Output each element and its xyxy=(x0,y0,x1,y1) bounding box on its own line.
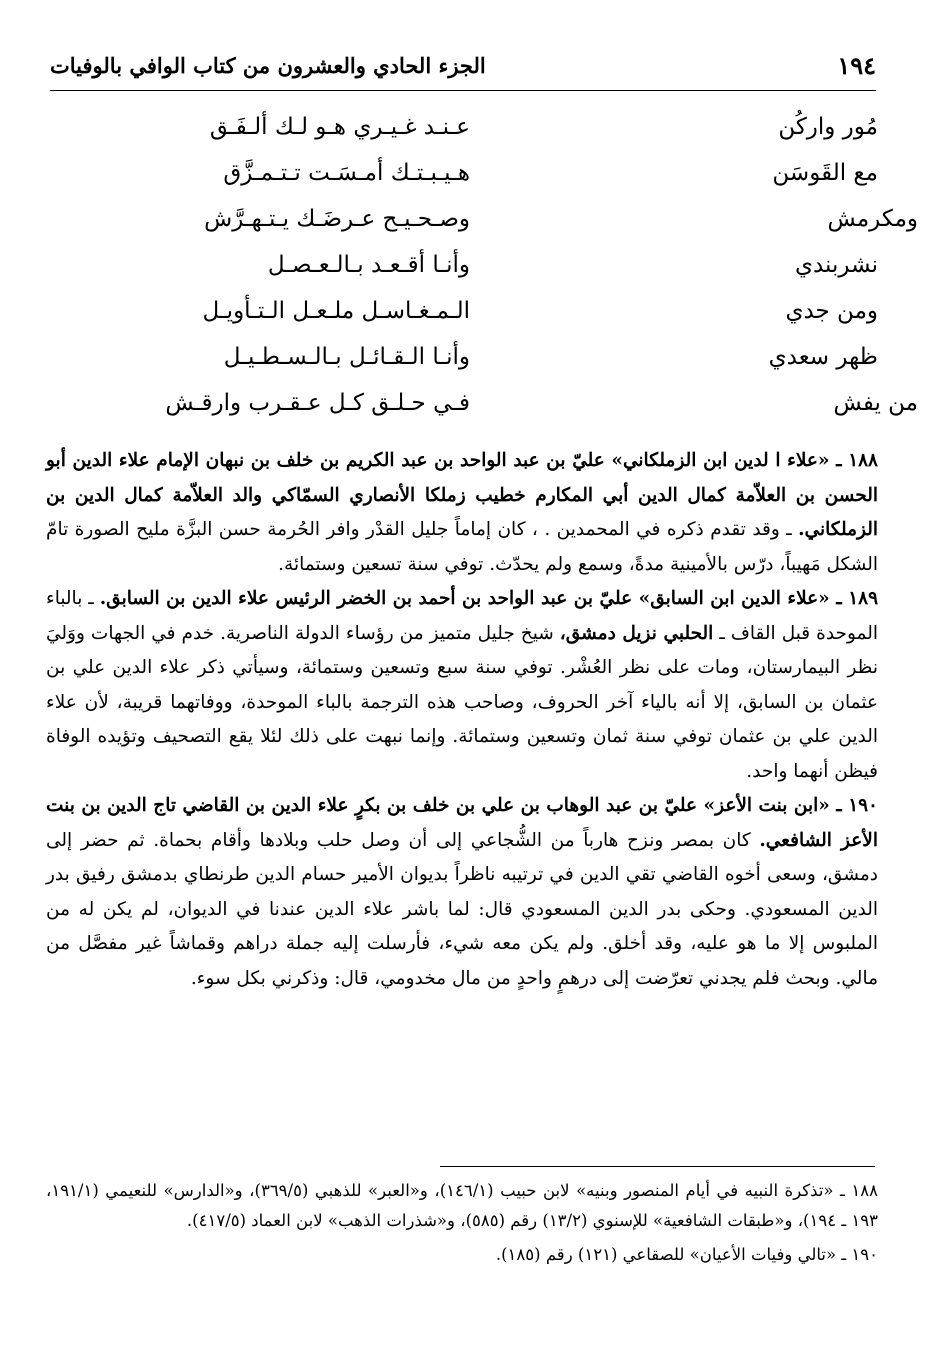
footnote-190: ١٩٠ ـ «تالي وفيات الأعيان» للصقاعي (١٢١) رقم (١٨٥). xyxy=(495,1245,878,1264)
poem-first-hemistich: نشربندي xyxy=(794,252,878,278)
entry-190-heading: ١٩٠ ـ «ابن بنت الأعز» عليّ بن عبد الوهاب بن علي بن خلف بن بكرٍ علاء الدين بن القاضي تاج الدين بن بنت الأعز الشافعي. xyxy=(46,795,878,851)
entry-189-body-cont: شيخ جليل متميز من رؤساء الدولة الناصرية. خدم في الجهات ووَليَ نظر البيمارستان، ومات على نظر العُشْر. توفي سنة سبع وتسعين وستمائة، وسيأتي ذكر علاء الدين علي بن عثمان بن السابق، إلا أنه بالياء آخر الحروف، وصاحب هذه الترجمة بالباء الموحدة، ووفاتهما قريبة، لأن علاء الدين علي بن عثمان توفي سنة ثمان وتسعين وستمائة. وإنما نبهت على ذلك لئلا يقع التصحيف وتؤيده الوفاة فيظن أنهما واحد. xyxy=(46,622,878,782)
entry-188-body: ـ وقد تقدم ذكره في المحمدين . ، كان إماماً جليل القدْر وافر الحُرمة حسن البزَّة مليح الصورة تامّ الشكل مَهيباً، درّس بالأمينية مدةً، وسمع ولم يحدّث. توفي سنة تسعين وستمائة. xyxy=(46,519,878,575)
entry-189 xyxy=(46,582,878,789)
poem-second-hemistich: وأنـا الـقـائـل بـالـسـطـيـل xyxy=(223,344,470,370)
poem-first-hemistich: ظهر سعدي xyxy=(768,344,878,370)
entry-189-heading: ١٨٩ ـ «علاء الدين ابن السابق» عليّ بن عبد الواحد بن أحمد بن الخضر الرئيس علاء الدين بن السابق. xyxy=(99,588,879,609)
page-number: ١٩٤ xyxy=(837,50,876,80)
poem-first-hemistich: ومن جدي xyxy=(785,298,878,324)
entry-188 xyxy=(46,444,878,582)
entry-189-body: ـ بالباء الموحدة قبل القاف ـ xyxy=(46,588,879,644)
running-title: الجزء الحادي والعشرون من كتاب الوافي بالوفيات xyxy=(50,52,486,78)
poem xyxy=(60,108,918,430)
entry-188-heading: ١٨٨ ـ «علاء ا لدين ابن الزملكاني» عليّ بن عبد الواحد بن عبد الكريم بن خلف بن نبهان الإمام علاء الدين أبو الحسن بن العلاّمة كمال الدين أبي المكارم خطيب زملكا الأنصاري السمّاكي والد العلاّمة كمال الدين بن الزملكاني. xyxy=(46,450,878,540)
poem-second-hemistich: وأنـا أقـعـد بـالـعـصـل xyxy=(267,252,470,278)
footnotes xyxy=(46,1176,878,1274)
poem-second-hemistich: وصـحـيـح عـرضَـك يـتـهـرَّش xyxy=(204,206,470,232)
poem-line xyxy=(60,292,878,338)
page-header xyxy=(50,40,876,91)
poem-second-hemistich: فـي حـلـق كـل عـقـرب وارقـش xyxy=(165,390,470,416)
poem-second-hemistich: الـمـغـاسـل ملـعـل الـتـأويـل xyxy=(202,298,470,324)
poem-second-hemistich: هـيـبـتـك أمـسَـت تـتـمـزَّق xyxy=(223,160,470,186)
biography-entries xyxy=(46,444,878,996)
poem-line xyxy=(60,108,878,154)
entry-190-body: كان بمصر ونزح هارباً من الشُّجاعي إلى أن وصل حلب وبلادها وأقام بحماة. ثم حضر إلى دمشق، وسعى أخوه القاضي تقي الدين في ترتيبه ناظراً بديوان الأمير حسام الدين طرنطاي بدمشق رفيق بدر الدين المسعودي. وحكى بدر الدين المسعودي قال: لما باشر علاء الدين عندنا في الديوان، لم يكن له من الملبوس إلا ما هو عليه، وقد أخلق. ولم يكن معه شيء، فأرسلت إليه جملة دراهم وقماشاً غير مفصَّل من مالي. وبحث فلم يجدني تعرّضت إلى درهمٍ واحدٍ من مال مخدومي، قال: وذكرني بكل سوء. xyxy=(46,829,878,989)
poem-line xyxy=(60,200,918,246)
poem-first-hemistich: مع القَوسَن xyxy=(772,160,878,186)
poem-first-hemistich: من يفش xyxy=(833,390,918,416)
poem-line xyxy=(60,384,918,430)
poem-first-hemistich: مُور وارکُن xyxy=(778,114,878,140)
poem-line xyxy=(60,154,878,200)
poem-second-hemistich: عـنـد غـيـري هـو لـك ألـفَـق xyxy=(209,114,470,140)
entry-190 xyxy=(46,789,878,996)
footnote-188: ١٨٨ ـ «تذكرة النبيه في أيام المنصور وبنيه» لابن حبيب (١٤٦/١)، و«العبر» للذهبي (٣٦٩/٥)، و«الدارس» للنعيمي (١٩١/١، ١٩٣ ـ ١٩٤)، و«طبقات الشافعية» للإسنوي (١٣/٢) رقم (٥٨٥)، و«شذرات الذهب» لابن العماد (٤١٧/٥). xyxy=(46,1181,878,1230)
poem-line xyxy=(60,338,878,384)
entry-189-nisba: الحلبي نزيل دمشق، xyxy=(559,622,714,644)
poem-line xyxy=(60,246,878,292)
footnote-rule xyxy=(440,1166,875,1167)
poem-first-hemistich: ومكرمش xyxy=(827,206,918,232)
